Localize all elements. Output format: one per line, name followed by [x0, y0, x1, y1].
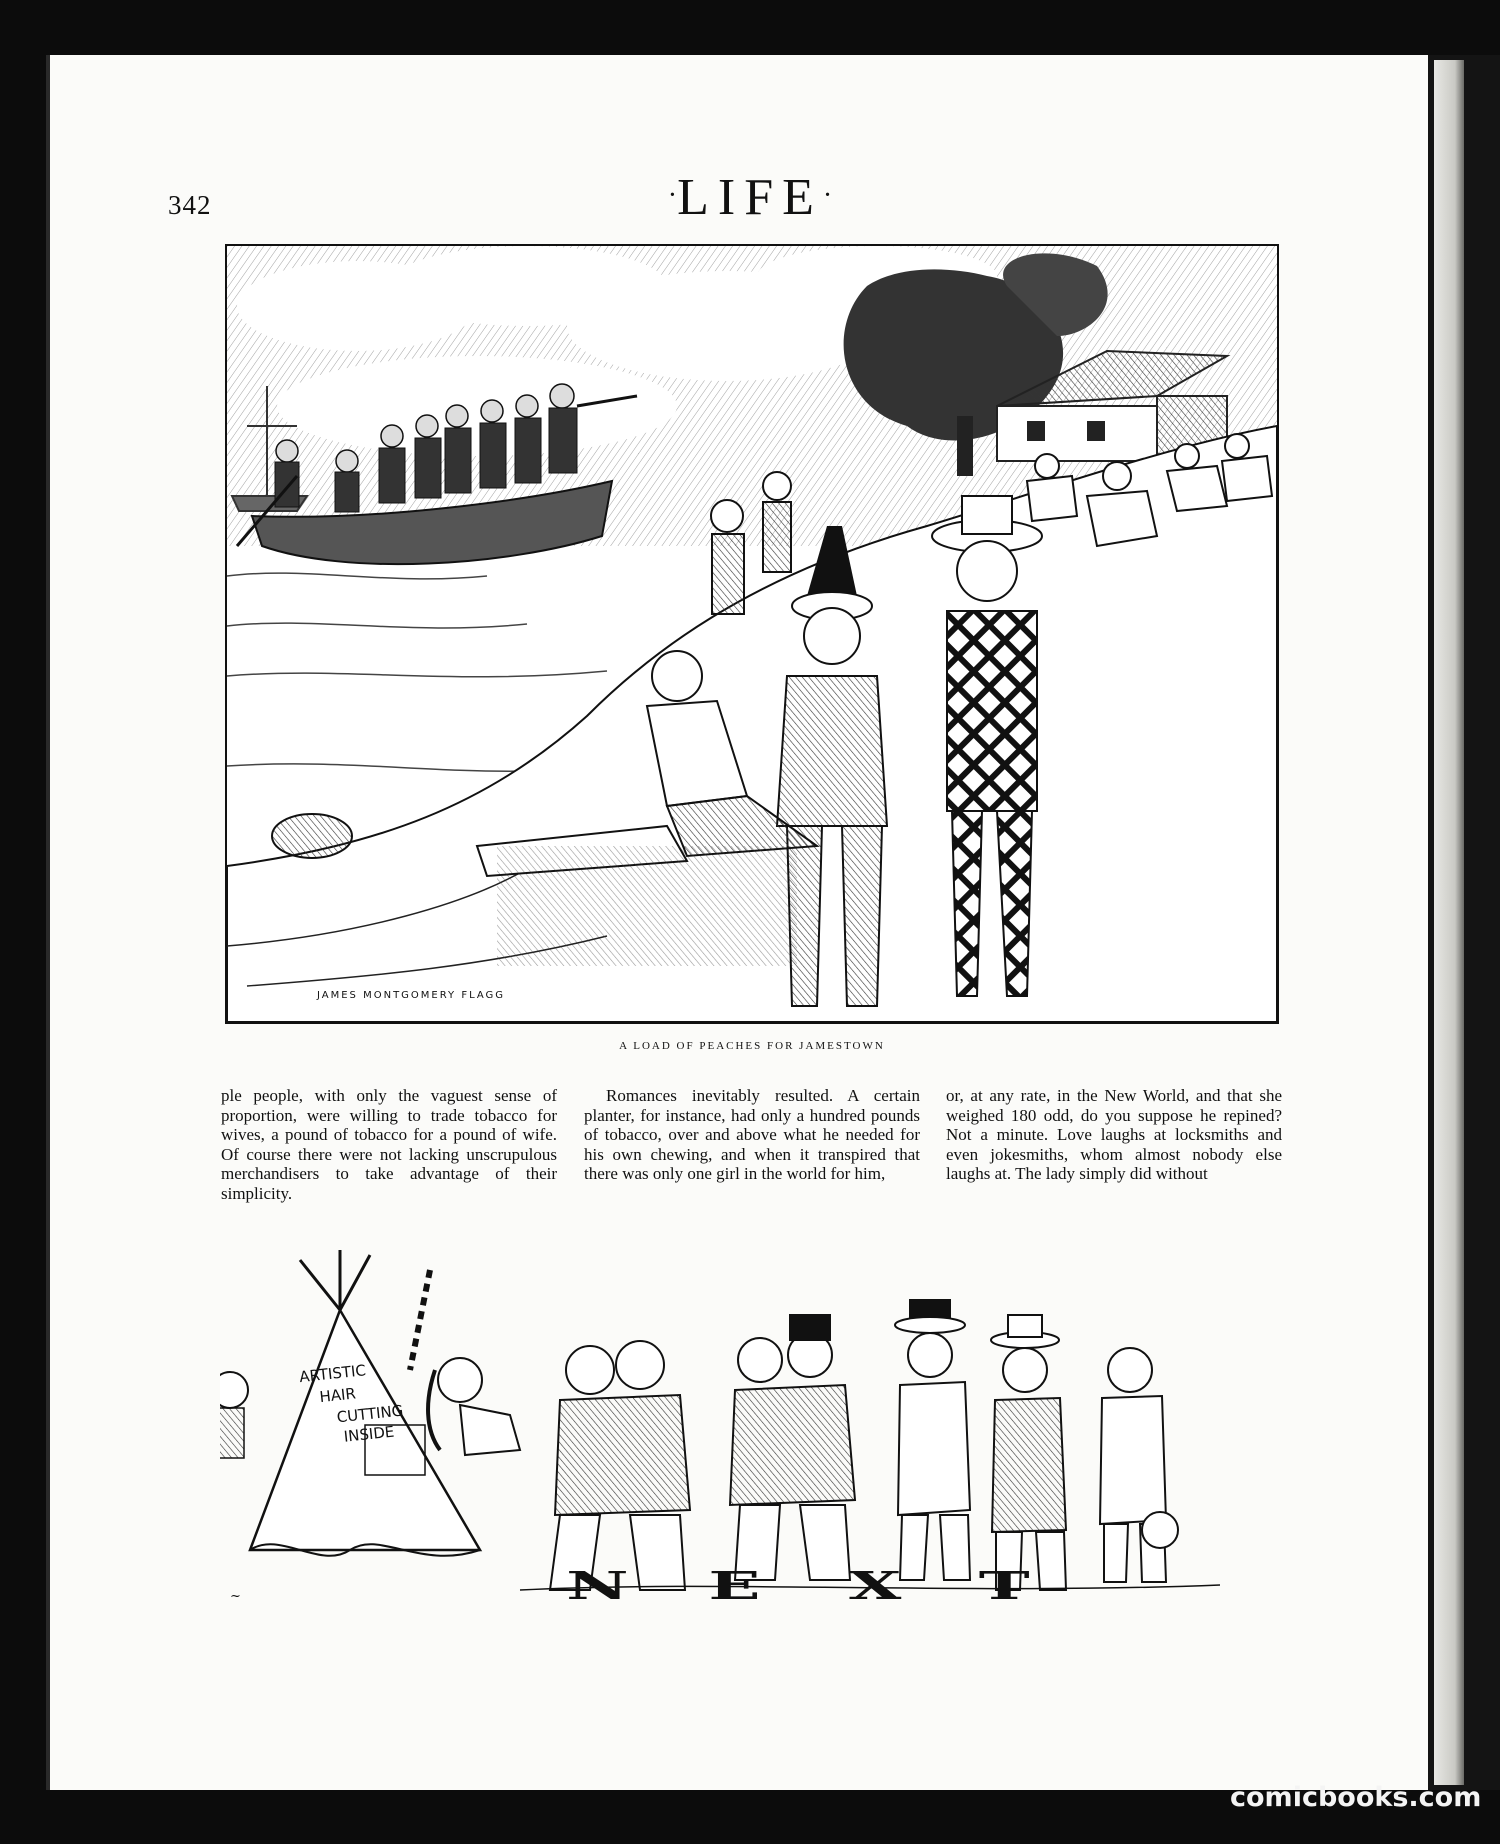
banner-letter-x: X [848, 1563, 902, 1608]
site-watermark: comicbooks.com [1230, 1782, 1482, 1813]
next-page-edge [1434, 60, 1464, 1785]
peeking-figure [220, 1372, 248, 1458]
sign-line-4: INSIDE [342, 1422, 396, 1446]
banner-letter-t: T [978, 1563, 1030, 1608]
text-column-1 [221, 1086, 557, 1204]
illustration-drawing [227, 246, 1277, 1022]
banner-letter-n: N [566, 1563, 629, 1608]
text-column-2 [584, 1086, 920, 1184]
barber-figure [410, 1270, 520, 1455]
sign-line-1: ARTISTIC [298, 1361, 367, 1387]
bottom-cartoon [220, 1250, 1300, 1610]
masthead [600, 168, 900, 227]
page-number: 342 [168, 190, 212, 220]
artist-signature: JAMES MONTGOMERY FLAGG [317, 990, 506, 1001]
column-2-body: Romances inevitably resulted. A certain planter, for instance, had only a hundred pounds of tobacco, over and above what he needed for his own chewing, and when it transpired that there was only one girl in the world for him, [584, 1086, 920, 1184]
column-2-text [584, 1086, 920, 1184]
masthead-dot-right: · [822, 180, 833, 211]
rock [272, 814, 352, 858]
bottom-cartoon-drawing [220, 1250, 1300, 1610]
banner-letter-e: E [708, 1563, 761, 1608]
masthead-dot-left: · [667, 180, 678, 211]
teepee [250, 1250, 480, 1556]
illustration-caption: A LOAD OF PEACHES FOR JAMESTOWN [619, 1040, 885, 1052]
sign-line-3: CUTTING [335, 1401, 405, 1427]
column-3-text: or, at any rate, in the New World, and that she weighed 180 odd, do you suppose he repined? Not a minute. Love laughs at locksmiths and even jokesmiths, whom almost nobody else laughs at. The lady simply did without [946, 1086, 1282, 1184]
column-1-text: ple people, with only the vaguest sense of proportion, were willing to trade tobacco for wives, a pound of tobacco for a pound of wife. Of course there were not lacking unscrupulous merchandisers to take advantage of their simplicity. [221, 1086, 557, 1203]
text-column-3 [946, 1086, 1282, 1184]
next-banner [560, 1563, 1030, 1608]
queue-figures [550, 1300, 1178, 1590]
main-illustration [225, 244, 1279, 1024]
cartoonist-signature: ~ [230, 1589, 241, 1604]
text-columns [221, 1086, 1291, 1226]
reflection [497, 846, 797, 966]
sign-line-2: HAIR [318, 1384, 357, 1407]
masthead-title: LIFE [677, 169, 823, 226]
